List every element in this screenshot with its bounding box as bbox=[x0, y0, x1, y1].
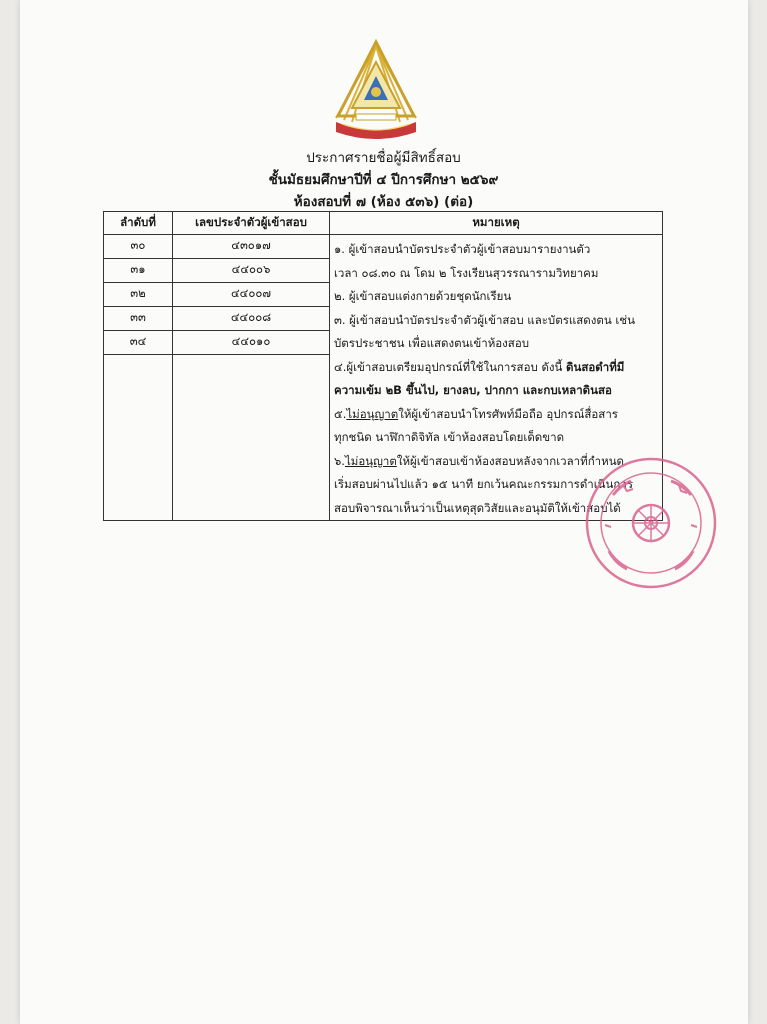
empty-order-cell bbox=[104, 354, 173, 520]
exam-room-title: ห้องสอบที่ ๗ (ห้อง ๕๓๖) (ต่อ) bbox=[293, 194, 474, 210]
candidate-id-cell: ๔๔๐๑๐ bbox=[173, 330, 330, 354]
note-2: ๒. ผู้เข้าสอบแต่งกายด้วยชุดนักเรียน bbox=[334, 289, 512, 303]
candidate-id-cell: ๔๔๐๐๖ bbox=[173, 258, 330, 282]
note-5a-num: ๕. bbox=[334, 406, 347, 421]
note-5a-rest: ให้ผู้เข้าสอบนำโทรศัพท์มือถือ อุปกรณ์สื่อสาร bbox=[398, 406, 618, 421]
candidate-id-cell: ๔๔๐๐๗ bbox=[173, 282, 330, 306]
empty-id-cell bbox=[173, 354, 330, 520]
note-4a-bold: ดินสอดำที่มี bbox=[566, 359, 625, 374]
announcement-title: ประกาศรายชื่อผู้มีสิทธิ์สอบ bbox=[306, 150, 461, 166]
note-6b: เริ่มสอบผ่านไปแล้ว ๑๕ นาที ยกเว้นคณะกรรมการดำเนินการ bbox=[334, 477, 633, 491]
note-3a: ๓. ผู้เข้าสอบนำบัตรประจำตัวผู้เข้าสอบ และบัตรแสดงตน เช่น bbox=[334, 312, 635, 327]
note-6a-underline: ไม่อนุญาต bbox=[344, 453, 397, 468]
order-cell: ๓๔ bbox=[104, 330, 173, 354]
school-emblem-icon bbox=[322, 38, 430, 142]
candidate-id-cell: ๔๓๐๑๗ bbox=[173, 235, 330, 259]
note-6c: สอบพิจารณาเห็นว่าเป็นเหตุสุดวิสัยและอนุมัติให้เข้าสอบได้ bbox=[334, 500, 621, 515]
header-candidate-id: เลขประจำตัวผู้เข้าสอบ bbox=[173, 212, 330, 235]
note-4b: ความเข้ม ๒B ขึ้นไป, ยางลบ, ปากกา และกบเหลาดินสอ bbox=[334, 383, 612, 397]
order-cell: ๓๑ bbox=[104, 258, 173, 282]
order-cell: ๓๒ bbox=[104, 282, 173, 306]
official-stamp-icon bbox=[583, 455, 719, 591]
note-5a bbox=[334, 403, 658, 427]
note-4a-plain: ๔.ผู้เข้าสอบเตรียมอุปกรณ์ที่ใช้ในการสอบ ดังนี้ bbox=[334, 359, 567, 374]
note-1a: ๑. ผู้เข้าสอบนำบัตรประจำตัวผู้เข้าสอบมารายงานตัว bbox=[334, 242, 591, 256]
header-remarks: หมายเหตุ bbox=[330, 212, 663, 235]
exam-roster-table bbox=[103, 211, 663, 521]
note-6a-num: ๖. bbox=[334, 453, 345, 468]
order-cell: ๓๓ bbox=[104, 306, 173, 330]
candidate-id-cell: ๔๔๐๐๘ bbox=[173, 306, 330, 330]
note-5a-underline: ไม่อนุญาต bbox=[346, 406, 399, 421]
header-order: ลำดับที่ bbox=[104, 212, 173, 235]
note-6a-rest: ให้ผู้เข้าสอบเข้าห้องสอบหลังจากเวลาที่กำหนด bbox=[396, 453, 625, 468]
note-5b: ทุกชนิด นาฬิกาดิจิทัล เข้าห้องสอบโดยเด็ดขาด bbox=[334, 430, 565, 444]
note-1b: เวลา ๐๘.๓๐ ณ โดม ๒ โรงเรียนสุวรรณารามวิทยาคม bbox=[334, 265, 599, 280]
note-4a bbox=[334, 356, 658, 380]
note-3b: บัตรประชาชน เพื่อแสดงตนเข้าห้องสอบ bbox=[334, 336, 530, 350]
table-header-row bbox=[104, 212, 663, 235]
table-row bbox=[104, 235, 663, 259]
grade-year-title: ชั้นมัธยมศึกษาปีที่ ๔ ปีการศึกษา ๒๕๖๙ bbox=[268, 172, 499, 188]
order-cell: ๓๐ bbox=[104, 235, 173, 259]
